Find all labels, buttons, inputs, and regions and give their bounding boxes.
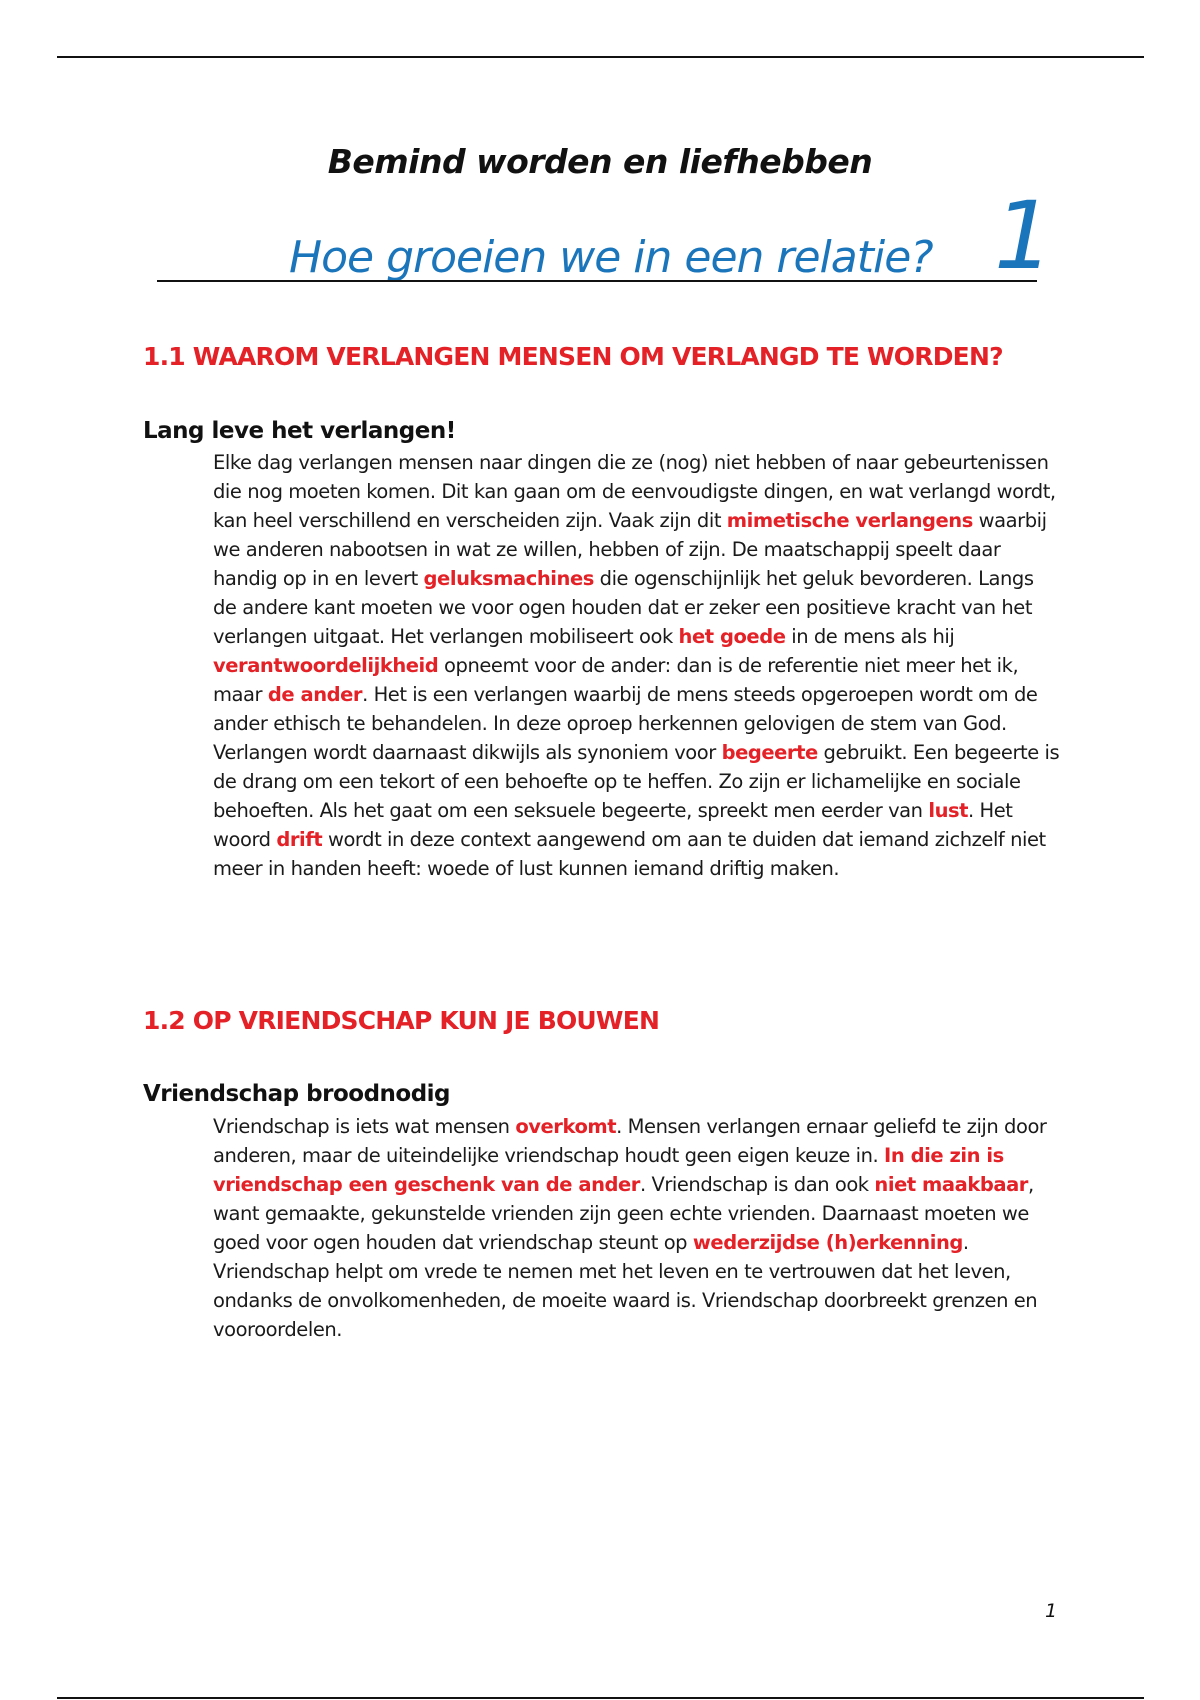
top-rule <box>57 56 1144 58</box>
chapter-underline <box>157 280 1037 282</box>
subheading-lang-leve: Lang leve het verlangen! <box>143 418 456 444</box>
paragraph: Vriendschap is iets wat mensen overkomt. Mensen verlangen ernaar geliefd te zijn door anderen, maar de uiteindelijke vriendschap houdt geen eigen keuze in. In die zin is vriendschap een geschenk van de ander. Vriendschap is dan ook niet maakbaar, want gemaakte, gekunstelde vrienden zijn geen echte vrienden. Daarnaast moeten we goed voor ogen houden dat vriendschap steunt op wederzijdse (h)erkenning. <box>213 1115 1047 1254</box>
paragraph: Verlangen wordt daarnaast dikwijls als synoniem voor begeerte gebruikt. Een begeerte is de drang om een tekort of een behoefte op te heffen. Zo zijn er lichamelijke en sociale behoeften. Als het gaat om een seksuele begeerte, spreekt men eerder van lust. Het woord drift wordt in deze context aangewend om aan te duiden dat iemand zichzelf niet meer in handen heeft: woede of lust kunnen iemand driftig maken. <box>213 741 1060 880</box>
section-2-body <box>213 1112 1061 1344</box>
page-number: 1 <box>1045 1600 1058 1622</box>
highlight-term: drift <box>276 828 323 851</box>
section-heading-1-2: 1.2 OP VRIENDSCHAP KUN JE BOUWEN <box>143 1006 660 1035</box>
bottom-rule <box>57 1697 1144 1699</box>
highlight-term: In die zin is vriendschap een geschenk van de ander <box>213 1144 1004 1196</box>
highlight-term: begeerte <box>721 741 818 764</box>
paragraph: Vriendschap helpt om vrede te nemen met het leven en te vertrouwen dat het leven, ondanks de onvolkomenheden, de moeite waard is. Vriendschap doorbreekt grenzen en vooroordelen. <box>213 1260 1038 1341</box>
chapter-title: Hoe groeien we in een relatie? <box>289 232 933 283</box>
paragraph: Elke dag verlangen mensen naar dingen die ze (nog) niet hebben of naar gebeurtenissen die nog moeten komen. Dit kan gaan om de eenvoudigste dingen, en wat verlangd wordt, kan heel verschillend en verscheiden zijn. Vaak zijn dit mimetische verlangens waarbij we anderen nabootsen in wat ze willen, hebben of zijn. De maatschappij speelt daar handig op in en levert geluksmachines die ogenschijnlijk het geluk bevorderen. Langs de andere kant moeten we voor ogen houden dat er zeker een positieve kracht van het verlangen uitgaat. Het verlangen mobiliseert ook het goede in de mens als hij verantwoordelijkheid opneemt voor de ander: dan is de referentie niet meer het ik, maar de ander. Het is een verlangen waarbij de mens steeds opgeroepen wordt om de ander ethisch te behandelen. In deze oproep herkennen gelovigen de stem van God. <box>213 451 1056 735</box>
highlight-term: mimetische verlangens <box>726 509 973 532</box>
chapter-number: 1 <box>994 182 1054 291</box>
highlight-term: geluksmachines <box>423 567 594 590</box>
highlight-term: niet maakbaar <box>874 1173 1028 1196</box>
subheading-vriendschap: Vriendschap broodnodig <box>143 1081 451 1107</box>
section-1-body <box>213 448 1061 883</box>
document-title: Bemind worden en liefhebben <box>327 142 873 181</box>
highlight-term: de ander <box>267 683 363 706</box>
section-heading-1-1: 1.1 WAAROM VERLANGEN MENSEN OM VERLANGD TE WORDEN? <box>143 342 1003 371</box>
highlight-term: overkomt <box>515 1115 617 1138</box>
highlight-term: wederzijdse (h)erkenning <box>692 1231 963 1254</box>
highlight-term: verantwoordelijkheid <box>213 654 439 677</box>
highlight-term: het goede <box>678 625 786 648</box>
highlight-term: lust <box>928 799 969 822</box>
